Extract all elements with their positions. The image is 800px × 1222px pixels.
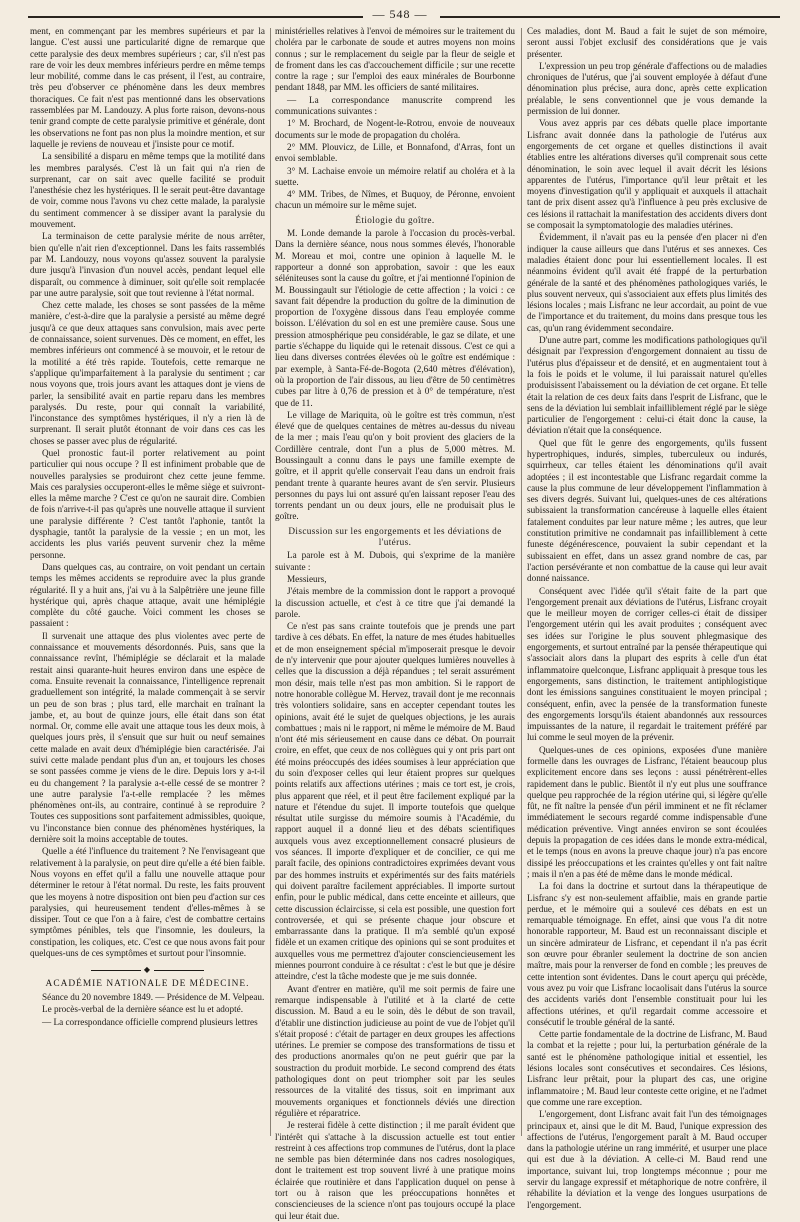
column-middle — [275, 26, 515, 1221]
paragraph: Conséquent avec l'idée qu'il s'était faite de la part que l'engorgement prenait aux déviations de l'utérus, Lisfranc croyait que le meilleur moyen de corriger celles-ci était de dissiper l'engorgement utérin qui les avait produites ; conséquent avec ses idées sur l'origine le plus souvent phlegmasique des engorgements, et surtout entraîné par la pensée thérapeutique qui s'associait alors dans la plupart des esprits à celle d'un état inflammatoire quelconque, Lisfranc appliquait à presque tous les engorgements, sans distinction, le traitement antiphlogistique dont les émissions sanguines constituaient le moyen principal ; conséquent, enfin, avec la pensée de la transformation funeste des engorgements lorsqu'ils étaient abandonnés aux ressources impuissantes de la nature, il regardait le traitement préféré par lui comme le seul moyen de la prévenir. — [527, 585, 767, 743]
subsection-heading: Discussion sur les engorgements et les déviations de l'utérus. — [288, 525, 502, 548]
paragraph: Ces maladies, dont M. Baud a fait le sujet de son mémoire, seront aussi l'objet exclusif des considérations que je vais présenter. — [527, 26, 767, 59]
column-left — [30, 26, 265, 1138]
paragraph: ment, en commençant par les membres supérieurs et par la langue. C'est aussi une particularité digne de remarque que cette paralysie des deux membres supérieurs ; car, s'il n'est pas rare de voir les deux membres inférieurs perdre en même temps leur mobilité, comme dans le cas présent, il l'est, au contraire, très peu d'observer ce phénomène dans les deux membres thoraciques. Ce fait n'est pas mentionné dans les observations rassemblées par M. Landouzy. A plus forte raison, devons-nous tenir grand compte de cette paralysie primitive et générale, dont les observations ne font pas non plus la moindre mention, et sur laquelle je reviens de nouveau et j'insiste pour ce motif. — [30, 26, 265, 149]
paragraph: Évidemment, il n'avait pas eu la pensée d'en placer ni d'en indiquer la cause ailleurs que dans l'utérus et ses annexes. Ces maladies étaient donc pour lui essentiellement locales. Il est néanmoins évident qu'il avait été frappé de la perturbation générale de la santé et des phénomènes pathologiques variés, le plus souvent nerveux, qui s'associaient aux effets plus limités des lésions locales ; mais Lisfranc ne leur accordait, au point de vue de l'importance et du traitement, du moins dans presque tous les cas, qu'un rang évidemment secondaire. — [527, 232, 767, 333]
header-rule-left — [28, 16, 363, 18]
paragraph: La terminaison de cette paralysie mérite de nous arrêter, bien qu'elle n'ait rien d'exceptionnel. Dans les faits rassemblés par M. Landouzy, nous voyons qu'assez souvent la paralysie dure jusqu'à l'invasion d'un nouvel accès, pendant lequel elle disparaît, ou commence à diminuer, soit qu'elle soit remplacée par une autre paralysie, soit que tout revienne à l'état normal. — [30, 231, 265, 298]
paragraph: Ce n'est pas sans crainte toutefois que je prends une part tardive à ces débats. En effet, la nature de mes études habituelles et de mon enseignement spécial m'imposerait presque le devoir de n'y intervenir que pour ajouter quelques lumières nouvelles à celles que la discussion a déjà répandues ; tel serait assurément mon désir, mais telle n'est pas mon ambition. Si le rapport de notre honorable collègue M. Hervez, travail dont je me reconnais très volontiers solidaire, sans en accepter cependant toutes les opinions, avait été le sujet de quelques objections, je les aurais combattues ; mais ni le rapport, ni même le mémoire de M. Baud n'ont été mis sérieusement en cause dans ce débat. On pourrait croire, en effet, que ceux de nos collègues qui y ont pris part ont été moins préoccupés des idées soumises à leur appréciation que du soin d'exposer celles qui leur étaient propres sur quelques points relatifs aux affections utérines ; mais ce tort est, je crois, plus apparent que réel, et il peut être facilement expliqué par la nature et l'étendue du sujet. Il importe toutefois que quelque résultat utile surgisse du mémoire soumis à l'Académie, du rapport auquel il a donné lieu et des débats scientifiques auxquels vous avez exceptionnellement consacré plusieurs de vos séances. Il importe d'expliquer et de concilier, ce qui me paraît facile, des opinions contradictoires exprimées devant vous par des hommes instruits et expérimentés sur des faits matériels qui doivent paraître facilement appréciables. Il importe surtout enfin, pour le public médical, dans cette enceinte et ailleurs, que cette discussion éclaircisse, si cela est possible, une question fort controversée, et qui se présente chaque jour obscure et embarrassante dans la pratique. Il m'a semblé qu'un exposé fidèle et un examen critique des opinions qui se sont produites et auxquelles vous me permettrez d'ajouter consciencieusement les miennes pourront conduire à ce résultat : c'est le but que je désire atteindre, c'est la tâche modeste que je me suis donnée. — [275, 621, 515, 982]
paragraph: Il survenait une attaque des plus violentes avec perte de connaissance et mouvements désordonnés. Puis, sans que la connaissance revînt, l'hémiplégie se déclarait et la malade restait ainsi quarante-huit heures environ dans une espèce de coma. Ensuite revenait la connaissance, l'intelligence reprenait graduellement son intégrité, la malade commençait à se servir un peu de son bras ; plus tard, elle marchait en traînant la jambe, et, au bout de quinze jours, elle était dans son état normal. Or, comme elle avait une attaque tous les deux mois, à quelques jours près, il s'ensuit que sur huit ou neuf semaines cette malade en avait deux d'hémiplégie bien caractérisée. J'ai suivi cette malade pendant plus d'un an, et toujours les choses se sont passées comme je viens de le dire. Depuis lors y a-t-il eu du changement ? la paralysie a-t-elle cessé de se montrer ? une autre paralysie l'a-t-elle remplacée ? les mêmes phénomènes ont-ils, au contraire, continué à se reproduire ? Toutes ces suppositions sont parfaitement admissibles, quoique, vu l'inconstance bien connue des phénomènes hystériques, la dernière soit la moins acceptable de toutes. — [30, 630, 265, 845]
subsection-heading: Étiologie du goître. — [355, 214, 435, 225]
page-number: — 548 — — [372, 7, 428, 21]
paragraph: Chez cette malade, les choses se sont passées de la même manière, c'est-à-dire que la paralysie a persisté au même degré jusqu'à ce que deux attaques sans convulsion, mais avec perte de connaissance, soient survenues. Dès ce moment, en effet, les membres inférieurs ont commencé à se mouvoir, et le retour de la motilité a été très rapide. Toutefois, cette remarque ne s'applique qu'imparfaitement à la paralysie du sentiment ; car nous voyons que, trois jours avant les attaques dont je viens de parler, la sensibilité avait en partie reparu dans les membres paralysés. Du reste, pour qui connaît la variabilité, l'inconstance des symptômes hystériques, il n'y a rien là de surprenant. Il serait plutôt étonnant de voir dans ces cas les choses se passer avec plus de régularité. — [30, 300, 265, 446]
column-right — [527, 26, 767, 1210]
paragraph: La parole est à M. Dubois, qui s'exprime de la manière suivante : — [275, 550, 515, 572]
column-divider — [270, 28, 271, 1136]
paragraph: Dans quelques cas, au contraire, on voit pendant un certain temps les mêmes accidents se reproduire avec la plus grande régularité. Il y a huit ans, j'ai vu à la Salpêtrière une jeune fille hystérique qui, après chaque attaque, avait une hémiplégie complète du côté gauche. Voici comment les choses se passaient : — [30, 561, 265, 629]
paragraph: D'une autre part, comme les modifications pathologiques qu'il désignait par l'expression d'engorgement donnaient au tissu de l'utérus plus d'épaisseur et de densité, et en augmentaient tout à la fois le poids et le volume, il lui paraissait naturel qu'elles produisissent l'abaissement ou la déviation de cet organe. Et telle était la relation de ces deux faits dans l'esprit de Lisfranc, que le sens de la déviation lui semblait infailliblement réglé par le siège particulier de l'engorgement : celui-ci était donc la cause, la déviation n'était que la conséquence. — [527, 335, 767, 436]
paragraph: M. Londe demande la parole à l'occasion du procès-verbal. Dans la dernière séance, nous nous sommes élevés, l'honorable M. Moreau et moi, contre une opinion à laquelle M. le rapporteur a donné son approbation, savoir : que les eaux séléniteuses sont la cause du goître, et j'ai mentionné l'opinion de M. Boussingault sur l'étiologie de cette affection ; la voici : ce savant fait dépendre la production du goître de la diminution de proportion de l'oxygène dissous dans l'eau employée comme boisson. L'élévation du sol en est une première cause. Sous une pression atmosphérique peu considérable, le gaz se dilate, et une partie s'échappe du liquide qui le retenait dissous. C'est ce qui a lieu dans diverses contrées élevées où le goître est endémique : par exemple, à Santa-Fé-de-Bogota (2,640 mètres d'élévation), où la proportion de l'air dissous, au lieu d'être de 50 centimètres cubes par litre à 0,76 de pression et à 0° de température, n'est que de 11. — [275, 228, 515, 408]
paragraph: — La correspondance officielle comprend plusieurs lettres — [42, 1016, 258, 1027]
session-line: Séance du 20 novembre 1849. — Présidence de M. Velpeau. — [42, 991, 265, 1002]
column-divider — [521, 28, 522, 1136]
paragraph: Vous avez appris par ces débats quelle place importante Lisfranc avait donnée dans la pathologie de l'utérus aux engorgements de cet organe et quelles distinctions il avait établies entre les altérations diverses qu'il comprenait sous cette dénomination, le soin avec lequel il avait décrit les lésions apparentes de l'utérus, l'importance qu'il leur prêtait et les moyens d'investigation qu'il y appliquait et auxquels il attachait tant de prix disent assez qu'à l'influence à peu près exclusive de ces lésions il rattachait la manifestation des accidents divers dont se composait la symptomatologie des maladies utérines. — [527, 118, 767, 231]
paragraph: ministérielles relatives à l'envoi de mémoires sur le traitement du choléra par le carbonate de soude et autres moyens non moins connus ; sur le remplacement du seigle par la fleur de seigle et de froment dans les cas d'accouchement difficile ; sur une recette contre la rage ; sur l'emploi des eaux minérales de Bourbonne pendant 1848, par MM. les officiers de santé militaires. — [275, 26, 515, 93]
list-item: 2° MM. Plouvicz, de Lille, et Bonnafond, d'Arras, font un envoi semblable. — [275, 141, 515, 164]
header-rule-right — [440, 16, 780, 18]
list-item: 3° M. Lachaise envoie un mémoire relatif au choléra et à la suette. — [275, 165, 515, 187]
section-title: ACADÉMIE NATIONALE DE MÉDECINE. — [45, 978, 250, 989]
paragraph: Quel pronostic faut-il porter relativement au point particulier qui nous occupe ? Il est infiniment probable que de nouvelles paralysies se produiront chez cette jeune femme. Mais ces paralysies occuperont-elles le même siège et suivront-elles la même marche ? C'est ce qu'on ne saurait dire. Combien de fois n'arrive-t-il pas qu'après une nouvelle attaque il survient une paralysie différente ? C'est tantôt l'aphonie, tantôt la dysphagie, tantôt la paralysie de la vessie ; en un mot, les accidents les plus variés peuvent survenir chez la même personne. — [30, 447, 265, 560]
list-item: 1° M. Brochard, de Nogent-le-Rotrou, envoie de nouveaux documents sur le mode de propagation du choléra. — [275, 118, 515, 140]
paragraph: L'expression un peu trop générale d'affections ou de maladies chroniques de l'utérus, que j'ai souvent employée à défaut d'une dénomination plus précise, aura donc, après cette explication préalable, le sens conventionnel que je vous demande la permission de lui donner. — [527, 60, 767, 117]
paragraph: Le village de Mariquita, où le goître est très commun, n'est élevé que de quelques centaines de mètres au-dessus du niveau de la mer ; mais l'eau qu'on y boit provient des glaciers de la Cordillère centrale, dont l'un a plus de 5,000 mètres. M. Boussingault a connu dans le pays une famille exempte de goître, et il apprit qu'elle conservait l'eau dans un endroit frais pendant trente à quarante heures avant de s'en servir. Plusieurs personnes du pays lui ont assuré qu'en laissant reposer l'eau des torrents pendant un ou deux jours, elle ne produisait plus le goître. — [275, 409, 515, 522]
paragraph: Messieurs, — [287, 573, 327, 584]
paragraph: L'engorgement, dont Lisfranc avait fait l'un des témoignages principaux et, ainsi que le dit M. Baud, l'unique expression des affections de l'utérus, l'engorgement paraît à M. Baud occuper dans la pathologie utérine un rang immérité, et usurper une place qui est due à la déviation. A celle-ci M. Baud rend une importance, suivant lui, trop longtemps méconnue ; pour me servir du langage expressif et métaphorique de notre confrère, il réhabilite la déviation et la venge des longues usurpations de l'engorgement. — [527, 1109, 767, 1210]
paragraph: — La correspondance manuscrite comprend les communications suivantes : — [275, 94, 515, 117]
paragraph: J'étais membre de la commission dont le rapport a provoqué la discussion actuelle, et c'est à ce titre que j'ai demandé la parole. — [275, 586, 515, 619]
list-item: 4° MM. Tribes, de Nîmes, et Buquoy, de Péronne, envoient chacun un mémoire sur le même sujet. — [275, 189, 515, 211]
paragraph: Cette partie fondamentale de la doctrine de Lisfranc, M. Baud la combat et la rejette ; pour lui, la perturbation générale de la santé est le phénomène pathologique initial et essentiel, les lésions locales sont consécutives et secondaires. Ces lésions, Lisfranc leur prêtait, pour la plupart des cas, une origine inflammatoire ; M. Baud leur conteste cette origine, et ne l'admet que comme une rare exception. — [527, 1029, 767, 1107]
paragraph: La foi dans la doctrine et surtout dans la thérapeutique de Lisfranc s'y est non-seulement affaiblie, mais en grande partie perdue, et le mémoire qui a soulevé ces débats en est un remarquable témoignage. En effet, ainsi que vous l'a dit notre honorable rapporteur, M. Baud est un reconnaissant disciple et un sincère admirateur de Lisfranc, et cependant il n'a pas écrit son œuvre pour ébranler seulement la doctrine de son ancien maître, mais pour la renverser de fond en comble ; les preuves de cette intention sont évidentes. Dans le court aperçu qui précède, vous avez pu voir que Lisfranc locaolisait dans l'utérus la source des accidents variés dont l'ensemble constituait pour lui les affections utérines, et qu'il regardait comme accessoire et consécutif le trouble général de la santé. — [527, 881, 767, 1027]
paragraph: Quelques-unes de ces opinions, exposées d'une manière formelle dans les ouvrages de Lisfranc, l'étaient beaucoup plus explicitement encore dans ses leçons : aussi pénétrèrent-elles rapidement dans le public. Bientôt il n'y eut plus une souffrance quelque peu rapprochée de la région utérine qui, si légère qu'elle fût, ne fît naître la pensée d'un péril imminent et ne fît réclamer immédiatement le secours regardé comme indispensable d'une médication préventive. Vingt années environ se sont écoulées depuis la propagation de ces idées dans le monde extra-médical, et le temps (nous en avons la preuve chaque jour) n'a pas encore dissipé les préoccupations et les craintes qu'elles y ont fait naître ; mais il n'en a pas été de même dans le monde médical. — [527, 744, 767, 879]
section-ornament: ◆ — [30, 964, 265, 975]
paragraph: Je resterai fidèle à cette distinction ; il me paraît évident que l'intérêt qui s'attache à la discussion actuelle est tout entier restreint à ces affections trop communes de l'utérus, dont la place ne semble pas bien déterminée dans nos cadres nosologiques, dont le traitement est trop souvent livré à une pratique moins éclairée que routinière et dans l'application duquel on pense à tort ou à raison que les préoccupations honnêtes et consciencieuses de la science n'ont pas toujours occupé la place qui leur était due. — [275, 1120, 515, 1221]
paragraph: Quelle a été l'influence du traitement ? Ne l'envisageant que relativement à la paralysie, on peut dire qu'elle a été bien faible. Nous voyons en effet qu'il a fallu une nouvelle attaque pour déterminer le retour à l'état normal. Du reste, les faits prouvent que les moyens à notre disposition ont bien peu d'action sur ces paralysies, qui heureusement tendent d'elles-mêmes à se dissiper. Tout ce que l'on a à faire, c'est de combattre certains symptômes pénibles, tels que l'insomnie, les douleurs, la constipation, les coliques, etc. C'est ce que nous avons fait pour quelques-uns de ces symptômes et surtout pour l'insomnie. — [30, 846, 265, 959]
paragraph: La sensibilité a disparu en même temps que la motilité dans les membres paralysés. C'est là un fait qui n'a rien de surprenant, car on sait avec quelle facilité se produit l'anesthésie chez les hystériques. Il le serait peut-être davantage de voir, comme nous l'avons vu chez cette malade, la paralysie du sentiment commencer à se dissiper avant la paralysie du mouvement. — [30, 151, 265, 230]
paragraph: Quel que fût le genre des engorgements, qu'ils fussent hypertrophiques, indurés, simples, tuberculeux ou indurés, squirrheux, car telles étaient les dénominations qu'il avait adoptées ; il est incontestable que Lisfranc regardait comme la cause la plus commune de leur développement l'inflammation à ses divers degrés. Suivant lui, quelques-unes de ces altérations subissaient la transformation cancéreuse à laquelle elles étaient fatalement conduites par leur nature même ; les autres, que leur constitution primitive ne condamnait pas infailliblement à cette funeste dégénérescence, pouvaient la subir cependant et la subissaient en effet, dans un assez grand nombre de cas, par l'action persévérante et non combattue de la cause qui leur avait donné naissance. — [527, 437, 767, 584]
paragraph: Avant d'entrer en matière, qu'il me soit permis de faire une remarque indispensable à l'utilité et à la clarté de cette discussion. M. Baud a eu le soin, dès le début de son travail, d'établir une distinction judicieuse au point de vue de l'objet qu'il s'était proposé : c'était de partager en deux groupes les affections utérines. Le premier se compose des transformations de tissu et des productions anormales qu'on ne peut guérir que par la soustraction du produit morbide. Le second comprend des états pathologiques dont on peut triompher soit par les seules ressources de la vitalité des tissus, soit en imprimant aux mouvements organiques et fonctionnels déviés une direction régulière et réparatrice. — [275, 983, 515, 1118]
paragraph: Le procès-verbal de la dernière séance est lu et adopté. — [42, 1004, 243, 1015]
